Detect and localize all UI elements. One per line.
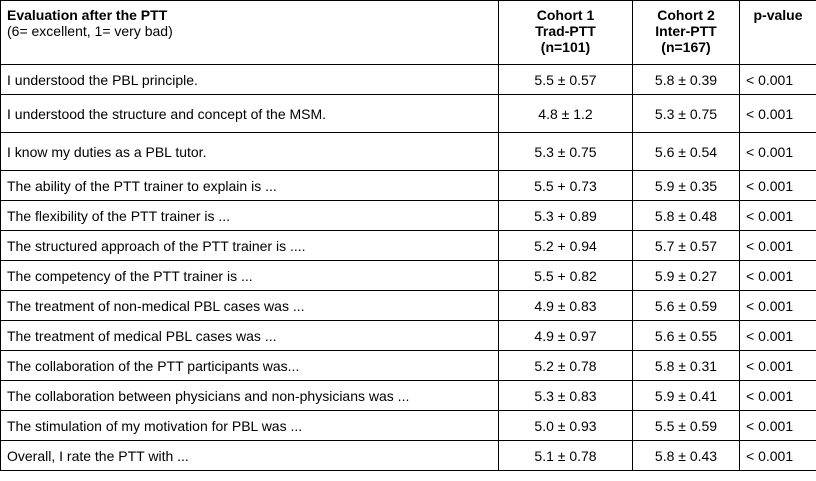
table-row [1,321,816,351]
row-label: The ability of the PTT trainer to explain is ... [1,171,499,201]
table-row [1,133,816,171]
p-value: < 0.001 [740,411,816,441]
cohort-1-value: 5.5 ± 0.57 [499,65,633,95]
p-value: < 0.001 [740,291,816,321]
cohort-2-value: 5.9 ± 0.41 [633,381,740,411]
row-label: Overall, I rate the PTT with ... [1,441,499,471]
row-label: The stimulation of my motivation for PBL was ... [1,411,499,441]
cohort-1-name: Cohort 1 [536,7,595,23]
row-label: The treatment of non-medical PBL cases was ... [1,291,499,321]
cohort-2-value: 5.3 ± 0.75 [633,95,740,133]
header-evaluation [1,1,499,65]
table-row [1,351,816,381]
p-value: < 0.001 [740,231,816,261]
table-row [1,441,816,471]
header-title: Evaluation after the PTT [7,7,168,23]
table-row [1,381,816,411]
row-label: I understood the structure and concept of the MSM. [1,95,499,133]
header-p-value: p-value [740,1,816,65]
row-label: The treatment of medical PBL cases was ... [1,321,499,351]
p-value: < 0.001 [740,133,816,171]
p-value: < 0.001 [740,381,816,411]
cohort-1-n: (n=101) [540,39,591,55]
p-value: < 0.001 [740,261,816,291]
p-value: < 0.001 [740,65,816,95]
cohort-2-type: Inter-PTT [655,23,717,39]
cohort-1-type: Trad-PTT [535,23,596,39]
cohort-2-value: 5.6 ± 0.54 [633,133,740,171]
table-header-row [1,1,816,65]
table-row [1,65,816,95]
cohort-2-n: (n=167) [661,39,711,55]
table-row [1,291,816,321]
header-subtitle: (6= excellent, 1= very bad) [7,23,173,39]
cohort-2-name: Cohort 2 [657,7,715,23]
row-label: I understood the PBL principle. [1,65,499,95]
cohort-2-value: 5.6 ± 0.55 [633,321,740,351]
cohort-1-value: 5.5 + 0.82 [499,261,633,291]
header-cohort-2 [633,1,740,65]
cohort-2-value: 5.8 ± 0.43 [633,441,740,471]
cohort-2-value: 5.9 ± 0.27 [633,261,740,291]
p-value: < 0.001 [740,351,816,381]
cohort-2-value: 5.6 ± 0.59 [633,291,740,321]
p-value: < 0.001 [740,201,816,231]
p-value: < 0.001 [740,171,816,201]
row-label: The flexibility of the PTT trainer is ... [1,201,499,231]
cohort-1-value: 5.0 ± 0.93 [499,411,633,441]
row-label: The competency of the PTT trainer is ... [1,261,499,291]
cohort-1-value: 5.2 + 0.94 [499,231,633,261]
cohort-2-value: 5.8 ± 0.39 [633,65,740,95]
table-row [1,171,816,201]
cohort-1-value: 5.3 ± 0.75 [499,133,633,171]
row-label: The collaboration between physicians and non-physicians was ... [1,381,499,411]
p-value: < 0.001 [740,441,816,471]
cohort-2-value: 5.8 ± 0.48 [633,201,740,231]
cohort-2-value: 5.9 ± 0.35 [633,171,740,201]
header-cohort-1 [499,1,633,65]
row-label: The collaboration of the PTT participants was... [1,351,499,381]
cohort-1-value: 5.3 + 0.89 [499,201,633,231]
row-label: The structured approach of the PTT trainer is .... [1,231,499,261]
p-value: < 0.001 [740,321,816,351]
cohort-1-value: 5.5 + 0.73 [499,171,633,201]
cohort-1-value: 5.1 ± 0.78 [499,441,633,471]
cohort-1-value: 4.9 ± 0.83 [499,291,633,321]
row-label: I know my duties as a PBL tutor. [1,133,499,171]
table-row [1,411,816,441]
cohort-1-value: 5.3 ± 0.83 [499,381,633,411]
cohort-1-value: 4.9 ± 0.97 [499,321,633,351]
cohort-2-value: 5.8 ± 0.31 [633,351,740,381]
p-value: < 0.001 [740,95,816,133]
cohort-1-value: 4.8 ± 1.2 [499,95,633,133]
cohort-2-value: 5.7 ± 0.57 [633,231,740,261]
table-row [1,201,816,231]
table-row [1,261,816,291]
table-row [1,95,816,133]
cohort-1-value: 5.2 ± 0.78 [499,351,633,381]
cohort-2-value: 5.5 ± 0.59 [633,411,740,441]
table-row [1,231,816,261]
